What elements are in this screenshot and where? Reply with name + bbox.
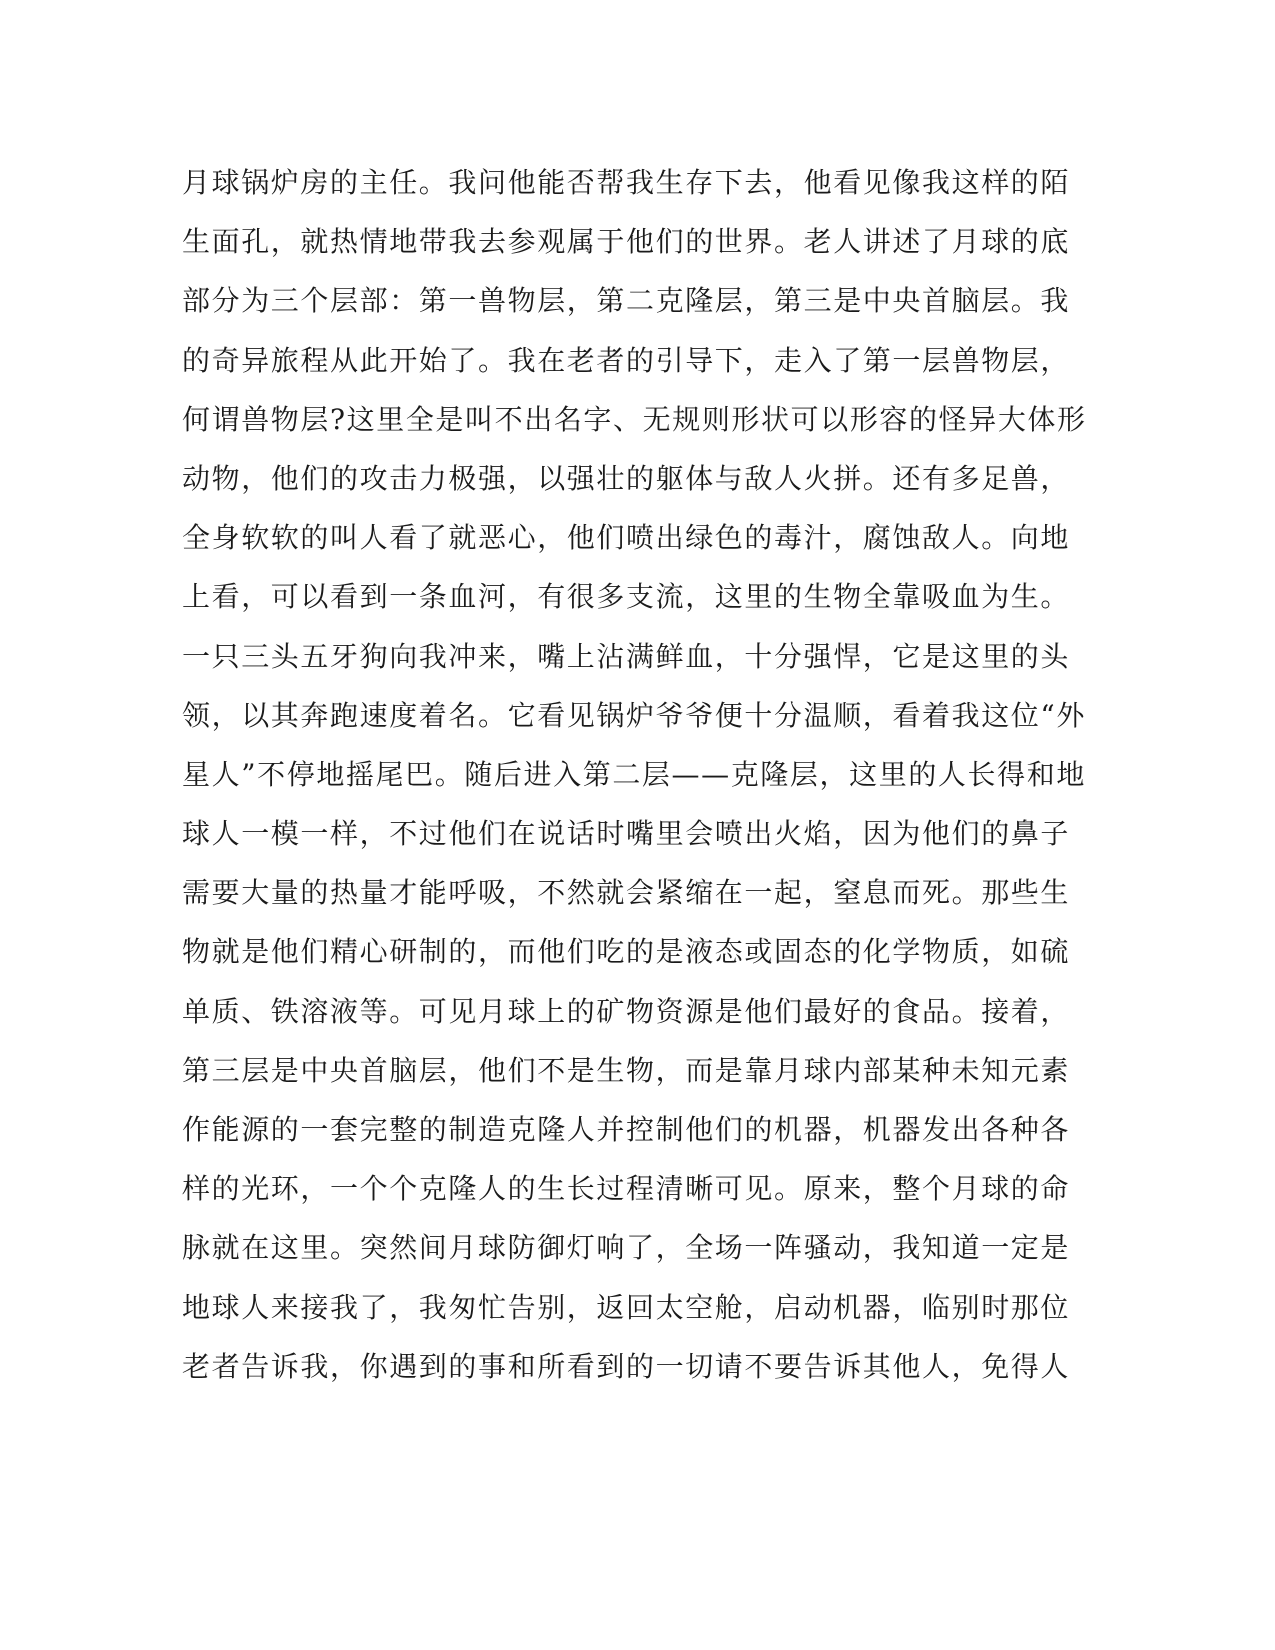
- text-line: 球人一模一样，不过他们在说话时嘴里会喷出火焰，因为他们的鼻子: [182, 817, 1071, 851]
- text-line: 第三层是中央首脑层，他们不是生物，而是靠月球内部某种未知元素: [182, 1053, 1071, 1087]
- text-line: 物就是他们精心研制的，而他们吃的是液态或固态的化学物质，如硫: [182, 935, 1071, 969]
- text-line: 老者告诉我，你遇到的事和所看到的一切请不要告诉其他人，免得人: [182, 1349, 1071, 1383]
- text-line: 样的光环，一个个克隆人的生长过程清晰可见。原来，整个月球的命: [182, 1172, 1071, 1206]
- text-line: 全身软软的叫人看了就恶心，他们喷出绿色的毒汁，腐蚀敌人。向地: [182, 521, 1071, 555]
- text-line: 何谓兽物层?这里全是叫不出名字、无规则形状可以形容的怪异大体形: [182, 402, 1087, 436]
- text-line: 地球人来接我了，我匆忙告别，返回太空舱，启动机器，临别时那位: [182, 1290, 1071, 1324]
- text-line: 需要大量的热量才能呼吸，不然就会紧缩在一起，窒息而死。那些生: [182, 876, 1071, 910]
- text-line: 部分为三个层部：第一兽物层，第二克隆层，第三是中央首脑层。我: [182, 284, 1071, 318]
- text-line: 的奇异旅程从此开始了。我在老者的引导下，走入了第一层兽物层，: [182, 343, 1071, 377]
- text-line: 单质、铁溶液等。可见月球上的矿物资源是他们最好的食品。接着，: [182, 994, 1071, 1028]
- text-line: 星人”不停地摇尾巴。随后进入第二层——克隆层，这里的人长得和地: [182, 757, 1086, 791]
- text-line: 作能源的一套完整的制造克隆人并控制他们的机器，机器发出各种各: [182, 1113, 1071, 1146]
- text-line: 上看，可以看到一条血河，有很多支流，这里的生物全靠吸血为生。: [182, 580, 1071, 614]
- text-line: 脉就在这里。突然间月球防御灯响了，全场一阵骚动，我知道一定是: [182, 1231, 1071, 1265]
- text-line: 生面孔，就热情地带我去参观属于他们的世界。老人讲述了月球的底: [182, 225, 1071, 259]
- body-text: [182, 158, 1087, 1401]
- text-line: 动物，他们的攻击力极强，以强壮的躯体与敌人火拼。还有多足兽，: [182, 461, 1071, 495]
- text-line: 一只三头五牙狗向我冲来，嘴上沾满鲜血，十分强悍，它是这里的头: [182, 639, 1071, 673]
- text-line: 月球锅炉房的主任。我问他能否帮我生存下去，他看见像我这样的陌: [182, 166, 1071, 199]
- text-line: 领，以其奔跑速度着名。它看见锅炉爷爷便十分温顺，看着我这位“外: [182, 698, 1086, 732]
